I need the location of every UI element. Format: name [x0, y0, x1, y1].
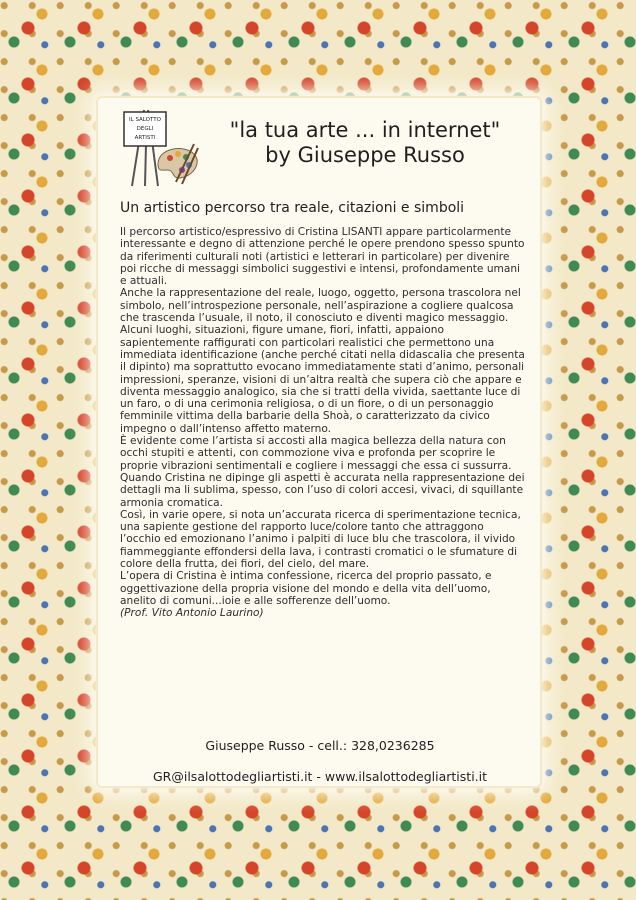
article-paragraph: È evidente come l’artista si accosti alla magica bellezza della natura con occhi stupiti e attenti, con commozione viva e profonda per scoprire le proprie vibrazioni sentimentali e cogliere i messaggi che essa ci sussurra.: [120, 435, 512, 472]
article-paragraph: Anche la rappresentazione del reale, luogo, oggetto, persona trascolora nel simbolo, nell’introspezione personale, nell’aspirazione a cogliere qualcosa che trascenda l’usuale, il noto, il conosciuto e diventi magico messaggio.: [120, 287, 521, 325]
logo-text-line2: DEGLI: [136, 126, 154, 132]
salotto-logo: [118, 104, 202, 188]
article-paragraph: Alcuni luoghi, situazioni, figure umane, fiori, infatti, appaiono sapientemente raffigurati con particolari realistici che permettono una immediata identificazione (anche perché citati nella didascalia che presenta il dipinto) ma soprattutto evocano immediatamente stati d’animo, personali impressioni, speranze, visioni di un’altra realtà che supera ciò che appare e diventa messaggio analogico, sia che si tratti della vivida, saettante luce di un faro, o di una cerimonia religiosa, o di un fiore, o di un personaggio femminile vittima della barbarie della Shoà, o caratterizzato da civico impegno o dall’intenso affetto materno.: [120, 324, 525, 435]
article-subtitle: Un artistico percorso tra reale, citazioni e simboli: [120, 200, 465, 216]
logo-text-line1: IL SALOTTO: [129, 117, 161, 123]
title-line-1: "la tua arte ... in internet": [229, 118, 501, 142]
contact-web: GR@ilsalottodegliartisti.it - www.ilsalottodegliartisti.it: [152, 769, 488, 784]
article-paragraph: Il percorso artistico/espressivo di Cristina LISANTI appare particolarmente interessante e degno di attenzione perché le opere prendono spesso spunto da riferimenti culturali noti (artistici e letterari in particolare) per divenire poi ricche di messaggi simbolici suggestivi e intensi, profondamente umani e attuali.: [120, 226, 525, 288]
article-paragraph: Quando Cristina ne dipinge gli aspetti è accurata nella rappresentazione dei dettagli ma li sublima, spesso, con l’uso di colori accesi, vivaci, di squillante armonia cromatica.: [120, 471, 525, 509]
easel-palette-icon: [118, 104, 202, 188]
article-body: [120, 226, 525, 620]
article-paragraph: L’opera di Cristina è intima confessione, ricerca del proprio passato, e oggettivazione della propria visione del mondo e della vita dell’uomo, anelito di comuni...ioie e alle sofferenze dell’uomo.: [120, 570, 492, 607]
page-title: [205, 118, 525, 168]
author-signature: (Prof. Vito Antonio Laurino): [120, 607, 264, 620]
article-paragraph: Così, in varie opere, si nota un’accurata ricerca di sperimentazione tecnica, una sapiente gestione del rapporto luce/colore tanto che attraggono l’occhio ed emozionano l’animo i palpiti di luce blu che trascolora, il vivido fiammeggiante effondersi della lava, i contrasti cromatici o le sfumature di colore della frutta, dei fiori, del cielo, del mare.: [120, 508, 521, 571]
logo-text-line3: ARTISTI: [134, 135, 156, 141]
contact-phone: Giuseppe Russo - cell.: 328,0236285: [205, 738, 435, 753]
title-line-2: by Giuseppe Russo: [265, 143, 465, 167]
